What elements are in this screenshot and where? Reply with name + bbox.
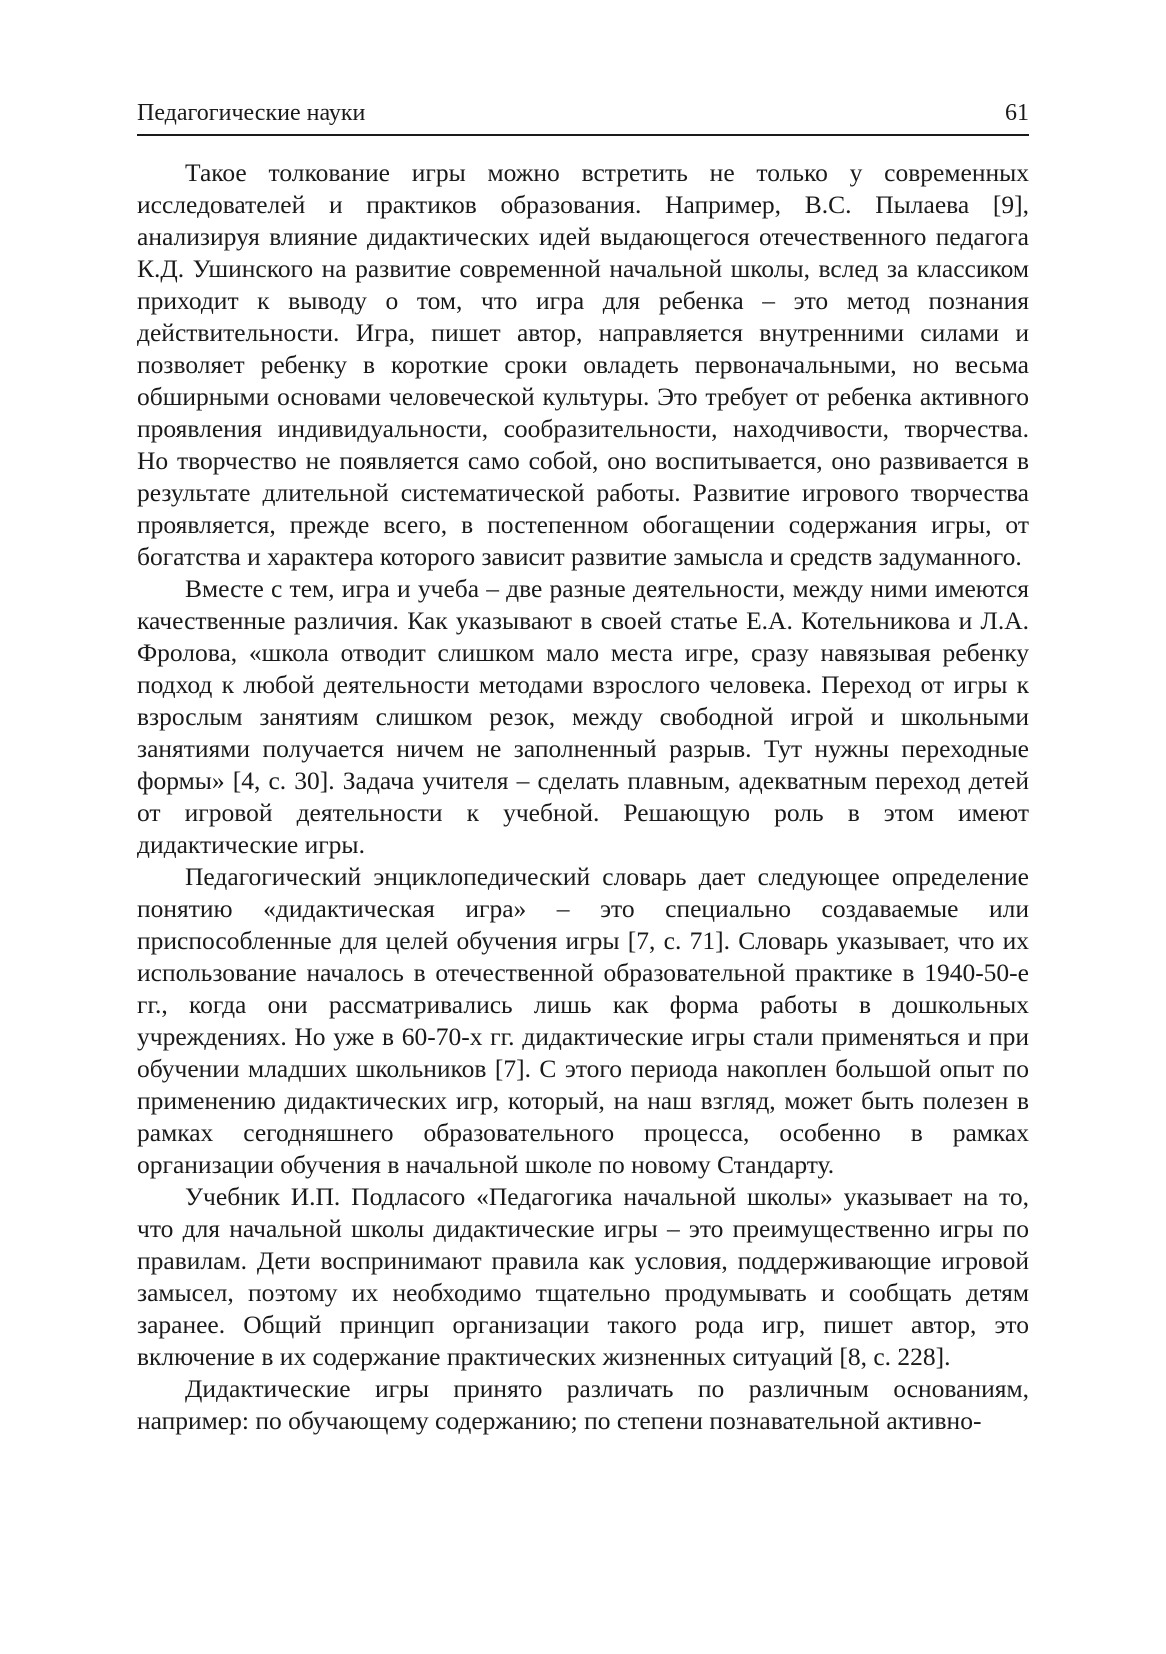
paragraph: Вместе с тем, игра и учеба – две разные деятельности, между ними имеются качественные различия. Как указывают в своей статье Е.А. Котельникова и Л.А. Фролова, «школа отводит слишком мало места игре, сразу навязывая ребенку подход к любой деятельности методами взрослого человека. Переход от игры к взрослым занятиям слишком резок, между свободной игрой и школьными занятиями получается ничем не заполненный разрыв. Тут нужны переходные формы» [4, с. 30]. Задача учителя – сделать плавным, адекватным переход детей от игровой деятельности к учебной. Решающую роль в этом имеют дидактические игры. (137, 574, 1029, 859)
page-number: 61 (1005, 100, 1029, 126)
paragraph: Дидактические игры принято различать по различным основаниям, например: по обучающему содержанию; по степени познавательной активно- (137, 1374, 1029, 1435)
article-body (137, 157, 1029, 1437)
section-title: Педагогические науки (137, 100, 366, 126)
paragraph: Педагогический энциклопедический словарь дает следующее определение понятию «дидактическая игра» – это специально создаваемые или приспособленные для целей обучения игры [7, с. 71]. Словарь указывает, что их использование началось в отечественной образовательной практике в 1940-50-е гг., когда они рассматривались лишь как форма работы в дошкольных учреждениях. Но уже в 60-70-х гг. дидактические игры стали применяться и при обучении младших школьников [7]. С этого периода накоплен большой опыт по применению дидактических игр, который, на наш взгляд, может быть полезен в рамках сегодняшнего образовательного процесса, особенно в рамках организации обучения в начальной школе по новому Стандарту. (137, 862, 1029, 1179)
paragraph: Учебник И.П. Подласого «Педагогика начальной школы» указывает на то, что для начальной школы дидактические игры – это преимущественно игры по правилам. Дети воспринимают правила как условия, поддерживающие игровой замысел, поэтому их необходимо тщательно продумывать и сообщать детям заранее. Общий принцип организации такого рода игр, пишет автор, это включение в их содержание практических жизненных ситуаций [8, с. 228]. (137, 1182, 1029, 1371)
running-header (137, 92, 1029, 136)
paragraph: Такое толкование игры можно встретить не только у современных исследователей и практиков образования. Например, В.С. Пылаева [9], анализируя влияние дидактических идей выдающегося отечественного педагога К.Д. Ушинского на развитие современной начальной школы, вслед за классиком приходит к выводу о том, что игра для ребенка – это метод познания действительности. Игра, пишет автор, направляется внутренними силами и позволяет ребенку в короткие сроки овладеть первоначальными, но весьма обширными основами человеческой культуры. Это требует от ребенка активного проявления индивидуальности, сообразительности, находчивости, творчества. Но творчество не появляется само собой, оно воспитывается, оно развивается в результате длительной систематической работы. Развитие игрового творчества проявляется, прежде всего, в постепенном обогащении содержания игры, от богатства и характера которого зависит развитие замысла и средств задуманного. (137, 158, 1029, 571)
